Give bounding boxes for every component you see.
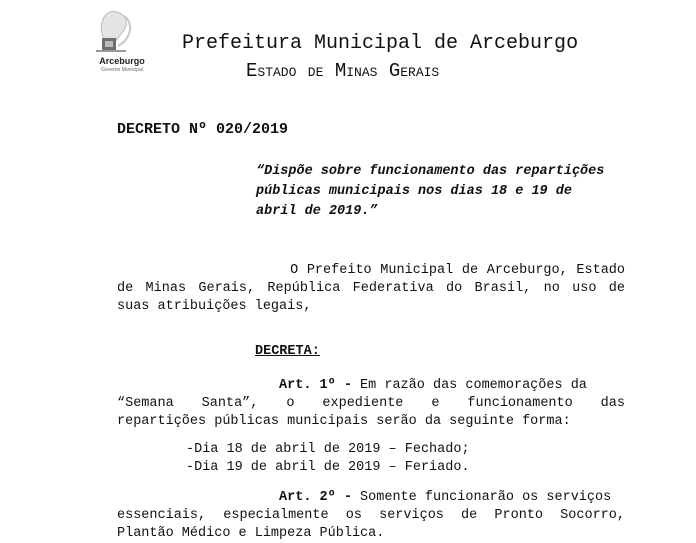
- preamble-line: de Minas Gerais, República Federativa do Brasil, no uso de: [117, 281, 625, 296]
- summary-line: públicas municipais nos dias 18 e 19 de: [256, 184, 572, 199]
- article-2-line: Plantão Médico e Limpeza Pública.: [117, 526, 385, 541]
- preamble-line: O Prefeito Municipal de Arceburgo, Estado: [117, 263, 625, 278]
- decreta-heading: DECRETA:: [255, 344, 320, 359]
- summary-line: abril de 2019.”: [256, 204, 378, 219]
- list-item: -Dia 18 de abril de 2019 – Fechado;: [186, 442, 470, 457]
- article-2: [117, 489, 625, 543]
- logo-subtext: Governo Municipal: [101, 67, 143, 73]
- decree-number: DECRETO Nº 020/2019: [117, 121, 289, 138]
- page-title: Prefeitura Municipal de Arceburgo: [182, 32, 579, 55]
- article-1-line: repartições públicas municipais serão da seguinte forma:: [117, 414, 571, 429]
- article-1-label: Art. 1º -: [279, 378, 352, 393]
- article-1-first-line: [117, 377, 625, 395]
- article-1: [117, 377, 625, 431]
- article-2-label: Art. 2º -: [279, 490, 352, 505]
- list-item: -Dia 19 de abril de 2019 – Feriado.: [186, 460, 470, 475]
- article-2-first-line: [117, 489, 625, 507]
- logo-text: Arceburgo: [99, 56, 145, 66]
- summary-line: “Dispõe sobre funcionamento das repartições: [256, 164, 605, 179]
- decree-summary: [256, 162, 624, 222]
- article-2-first-text: Somente funcionarão os serviços: [351, 490, 612, 505]
- article-2-line: essenciais, especialmente os serviços de Pronto Socorro,: [117, 508, 625, 523]
- article-1-line: “Semana Santa”, o expediente e funcionamento das: [117, 396, 625, 411]
- schedule-list: [186, 441, 586, 477]
- page-subtitle: Estado de Minas Gerais: [246, 60, 440, 82]
- article-1-first-text: Em razão das comemorações da: [351, 378, 587, 393]
- preamble-line: suas atribuições legais,: [117, 299, 312, 314]
- municipal-logo: [72, 8, 162, 72]
- preamble: [117, 262, 625, 316]
